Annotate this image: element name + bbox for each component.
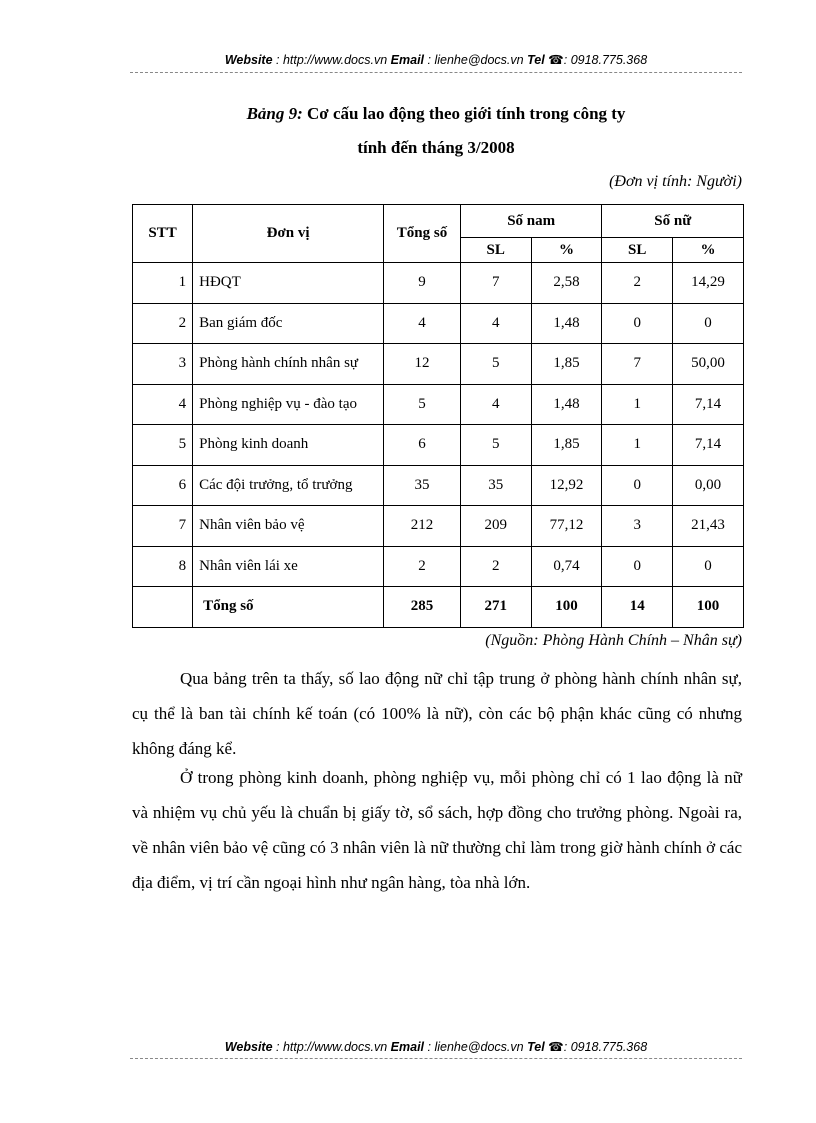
table-title-line1: Cơ cấu lao động theo giới tính trong công ty	[307, 104, 626, 123]
cell-male-pct: 1,48	[531, 384, 602, 425]
email-value: : lienhe@docs.vn	[427, 1040, 524, 1054]
website-value: : http://www.docs.vn	[276, 53, 388, 67]
body-paragraph: Qua bảng trên ta thấy, số lao động nữ chỉ tập trung ở phòng hành chính nhân sự, cụ thể là ban tài chính kế toán (có 100% là nữ), còn các bộ phận khác cũng có nhưng không đáng kể.	[132, 669, 742, 758]
cell-female-pct: 7,14	[673, 384, 744, 425]
cell-female-sl: 1	[602, 384, 673, 425]
page-footer	[130, 1039, 742, 1054]
website-label: Website	[224, 1040, 273, 1054]
cell-total: 285	[384, 587, 461, 628]
labor-structure-table	[132, 204, 744, 628]
cell-unit: Phòng nghiệp vụ - đào tạo	[193, 384, 384, 425]
cell-male-pct: 12,92	[531, 465, 602, 506]
cell-unit: HĐQT	[193, 263, 384, 304]
cell-unit: Phòng kinh doanh	[193, 425, 384, 466]
email-label: Email	[390, 1040, 425, 1054]
email-label: Email	[390, 53, 425, 67]
table-title-line2: tính đến tháng 3/2008	[357, 138, 515, 157]
cell-female-pct: 0	[673, 303, 744, 344]
website-value: : http://www.docs.vn	[276, 1040, 388, 1054]
cell-total: 35	[384, 465, 461, 506]
cell-stt: 6	[133, 465, 193, 506]
header-stt: STT	[133, 205, 193, 263]
header-male-pct: %	[531, 238, 602, 263]
unit-note: (Đơn vị tính: Người)	[609, 173, 742, 190]
header-female: Số nữ	[602, 205, 744, 238]
cell-male-pct: 1,85	[531, 344, 602, 385]
cell-male-pct: 100	[531, 587, 602, 628]
email-value: : lienhe@docs.vn	[427, 53, 524, 67]
cell-female-sl: 0	[602, 546, 673, 587]
cell-female-pct: 50,00	[673, 344, 744, 385]
header-female-sl: SL	[602, 238, 673, 263]
cell-female-pct: 100	[673, 587, 744, 628]
cell-total: 2	[384, 546, 461, 587]
table-row	[133, 465, 744, 506]
cell-stt: 8	[133, 546, 193, 587]
page-header	[130, 52, 742, 67]
cell-total: 9	[384, 263, 461, 304]
cell-female-pct: 0	[673, 546, 744, 587]
cell-female-pct: 14,29	[673, 263, 744, 304]
table-title	[130, 104, 742, 124]
table-row	[133, 384, 744, 425]
table-total-row	[133, 587, 744, 628]
tel-value: : 0918.775.368	[563, 53, 648, 67]
cell-unit: Các đội trưởng, tổ trưởng	[193, 465, 384, 506]
phone-icon: ☎	[548, 1040, 564, 1054]
cell-stt: 1	[133, 263, 193, 304]
table-row	[133, 546, 744, 587]
cell-female-sl: 1	[602, 425, 673, 466]
body-paragraph: Ở trong phòng kinh doanh, phòng nghiệp vụ, mỗi phòng chỉ có 1 lao động là nữ và nhiệm vụ chủ yếu là chuẩn bị giấy tờ, sổ sách, hợp đồng cho trưởng phòng. Ngoài ra, về nhân viên bảo vệ cũng có 3 nhân viên là nữ thường chỉ làm trong giờ hành chính ở các địa điểm, vị trí cần ngoại hình như ngân hàng, tòa nhà lớn.	[132, 768, 742, 892]
header-male: Số nam	[460, 205, 602, 238]
cell-female-pct: 0,00	[673, 465, 744, 506]
cell-total-label: Tổng số	[193, 587, 384, 628]
header-total: Tổng số	[384, 205, 461, 263]
cell-male-pct: 1,48	[531, 303, 602, 344]
cell-total: 4	[384, 303, 461, 344]
table-row	[133, 303, 744, 344]
header-divider	[130, 72, 742, 73]
cell-female-sl: 14	[602, 587, 673, 628]
header-male-sl: SL	[460, 238, 531, 263]
cell-male-pct: 2,58	[531, 263, 602, 304]
cell-male-sl: 4	[460, 303, 531, 344]
cell-male-pct: 1,85	[531, 425, 602, 466]
cell-female-pct: 7,14	[673, 425, 744, 466]
cell-male-pct: 77,12	[531, 506, 602, 547]
cell-stt: 2	[133, 303, 193, 344]
table-row	[133, 344, 744, 385]
cell-total: 12	[384, 344, 461, 385]
table-row	[133, 506, 744, 547]
cell-total: 212	[384, 506, 461, 547]
table-header-row	[133, 205, 744, 238]
cell-stt: 4	[133, 384, 193, 425]
cell-stt: 7	[133, 506, 193, 547]
cell-female-sl: 7	[602, 344, 673, 385]
table-title-prefix: Bảng 9:	[246, 104, 303, 123]
cell-male-sl: 4	[460, 384, 531, 425]
cell-stt-empty	[133, 587, 193, 628]
footer-divider	[130, 1058, 742, 1059]
cell-male-sl: 2	[460, 546, 531, 587]
cell-total: 5	[384, 384, 461, 425]
cell-unit: Phòng hành chính nhân sự	[193, 344, 384, 385]
cell-unit: Nhân viên lái xe	[193, 546, 384, 587]
cell-male-sl: 271	[460, 587, 531, 628]
cell-stt: 5	[133, 425, 193, 466]
cell-male-sl: 35	[460, 465, 531, 506]
cell-unit: Ban giám đốc	[193, 303, 384, 344]
cell-stt: 3	[133, 344, 193, 385]
header-female-pct: %	[673, 238, 744, 263]
tel-label: Tel	[527, 53, 545, 67]
cell-male-sl: 7	[460, 263, 531, 304]
tel-value: : 0918.775.368	[563, 1040, 648, 1054]
cell-female-sl: 0	[602, 303, 673, 344]
cell-total: 6	[384, 425, 461, 466]
source-note: (Nguồn: Phòng Hành Chính – Nhân sự)	[485, 632, 742, 649]
cell-female-sl: 2	[602, 263, 673, 304]
table-row	[133, 425, 744, 466]
tel-label: Tel	[527, 1040, 545, 1054]
phone-icon: ☎	[548, 53, 564, 67]
table-row	[133, 263, 744, 304]
website-label: Website	[224, 53, 273, 67]
cell-male-sl: 209	[460, 506, 531, 547]
cell-female-pct: 21,43	[673, 506, 744, 547]
cell-female-sl: 0	[602, 465, 673, 506]
header-unit: Đơn vị	[193, 205, 384, 263]
cell-unit: Nhân viên bảo vệ	[193, 506, 384, 547]
cell-male-sl: 5	[460, 344, 531, 385]
cell-female-sl: 3	[602, 506, 673, 547]
cell-male-pct: 0,74	[531, 546, 602, 587]
cell-male-sl: 5	[460, 425, 531, 466]
